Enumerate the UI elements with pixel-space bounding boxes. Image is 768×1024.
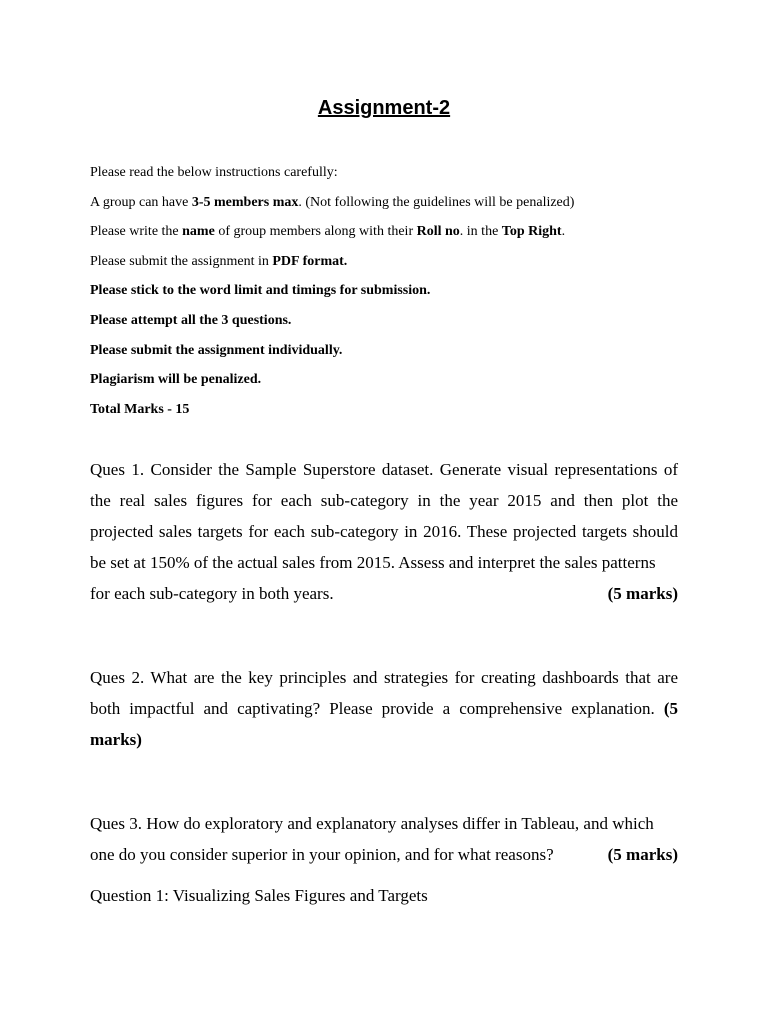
instruction-submit-individually: Please submit the assignment individually.: [90, 342, 343, 358]
bold-span: Roll no: [416, 224, 460, 240]
instruction-group-size: [90, 192, 690, 222]
text-span: Please submit the assignment in: [90, 253, 273, 269]
question-3-last-line: [90, 839, 678, 870]
instructions-block: [90, 162, 690, 428]
text-span: Please write the: [90, 224, 183, 240]
instruction-total-marks: Total Marks - 15: [90, 401, 190, 417]
question-1-marks: (5 marks): [607, 584, 678, 603]
question-1-last-line: [90, 578, 678, 609]
question-1-text-end: for each sub-category in both years.: [90, 584, 334, 603]
bold-span: name: [182, 224, 215, 240]
question-1: [90, 454, 678, 609]
question-3: [90, 808, 678, 870]
text-span: . in the: [459, 224, 502, 240]
question-2-text: Ques 2. What are the key principles and strategies for creating dashboards that are both impactful and captivating? Please provide a comprehensive explanation.: [90, 668, 678, 718]
page-title: Assignment-2: [317, 97, 451, 119]
instruction-pdf-format: [90, 251, 690, 281]
bold-span: 3-5 members max: [191, 194, 299, 210]
instruction-name-roll: [90, 221, 690, 251]
text-span: .: [561, 224, 566, 240]
text-span: A group can have: [90, 194, 192, 210]
text-span: . (Not following the guidelines will be penalized): [298, 194, 575, 210]
text-span: of group members along with their: [214, 224, 417, 240]
question-2: [90, 662, 678, 755]
question-3-marks: (5 marks): [607, 845, 678, 864]
instruction-word-limit: Please stick to the word limit and timings for submission.: [90, 283, 431, 299]
question-3-text: Ques 3. How do exploratory and explanatory analyses differ in Tableau, and which: [90, 814, 654, 833]
question-1-text: Ques 1. Consider the Sample Superstore dataset. Generate visual representations of the real sales figures for each sub-category in the year 2015 and then plot the projected sales targets for each sub-category in 2016. These projected targets should be set at 150% of the actual sales from 2015. Assess and interpret the sales patterns: [90, 460, 678, 572]
question-3-text-end: one do you consider superior in your opinion, and for what reasons?: [90, 845, 554, 864]
bold-span: Top Right: [501, 224, 562, 240]
section-heading-question-1: Question 1: Visualizing Sales Figures and Targets: [90, 886, 428, 905]
question-2-marks: (5 marks): [90, 699, 679, 749]
instruction-intro: Please read the below instructions carefully:: [90, 165, 338, 180]
bold-span: PDF format.: [272, 253, 348, 269]
instruction-attempt-all: Please attempt all the 3 questions.: [90, 312, 292, 328]
instruction-plagiarism: Plagiarism will be penalized.: [90, 372, 262, 388]
